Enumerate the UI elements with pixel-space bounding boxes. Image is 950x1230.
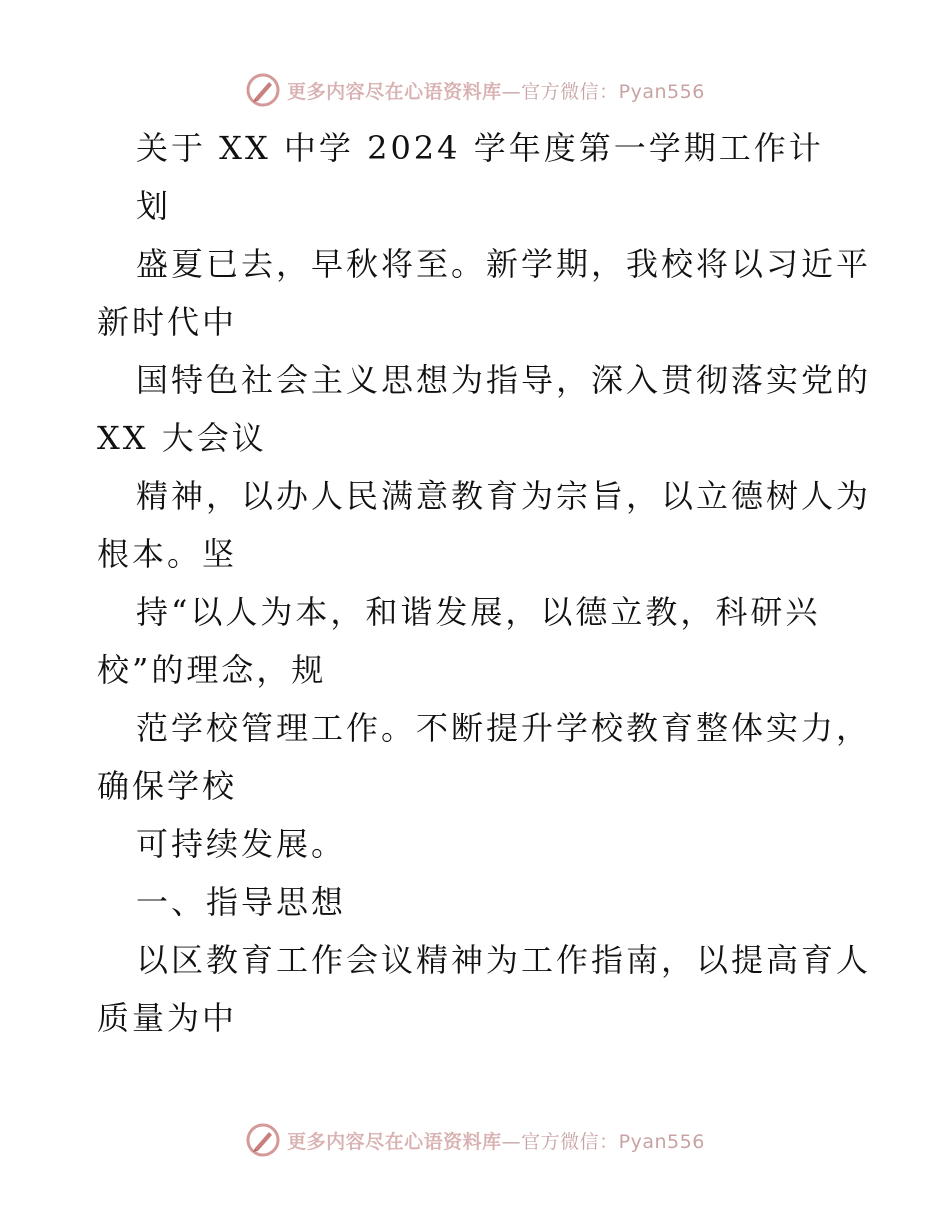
paragraph-line: 国特色社会主义思想为指导，深入贯彻落实党的: [136, 361, 872, 399]
paragraph-line: 范学校管理工作。不断提升学校教育整体实力，: [136, 709, 872, 747]
watermark-text: 更多内容尽在心语资料库—官方微信：Pyan556: [287, 80, 705, 103]
watermark-text: 更多内容尽在心语资料库—官方微信：Pyan556: [287, 1130, 705, 1153]
paragraph-line: 盛夏已去，早秋将至。新学期，我校将以习近平: [136, 245, 872, 283]
paragraph-line: 根本。坚: [97, 535, 238, 573]
pen-logo-icon: [245, 72, 281, 108]
paragraph-line: XX 大会议: [97, 419, 267, 457]
document-title-line-2: 划: [136, 187, 172, 225]
pen-logo-icon: [245, 1122, 281, 1158]
header-watermark: [0, 70, 950, 110]
footer-watermark: [0, 1120, 950, 1160]
document-title-line-1: 关于 XX 中学 2024 学年度第一学期工作计: [136, 129, 824, 167]
paragraph-line: 质量为中: [97, 999, 238, 1037]
paragraph-line: 确保学校: [97, 767, 238, 805]
paragraph-line: 可持续发展。: [136, 825, 347, 863]
paragraph-line: 持“以人为本，和谐发展，以德立教，科研兴: [136, 593, 821, 631]
paragraph-line: 校”的理念，规: [97, 651, 327, 689]
paragraph-line: 以区教育工作会议精神为工作指南，以提高育人: [136, 941, 872, 979]
paragraph-line: 精神，以办人民满意教育为宗旨，以立德树人为: [136, 477, 872, 515]
paragraph-line: 新时代中: [97, 303, 238, 341]
section-heading: 一、指导思想: [136, 883, 347, 921]
